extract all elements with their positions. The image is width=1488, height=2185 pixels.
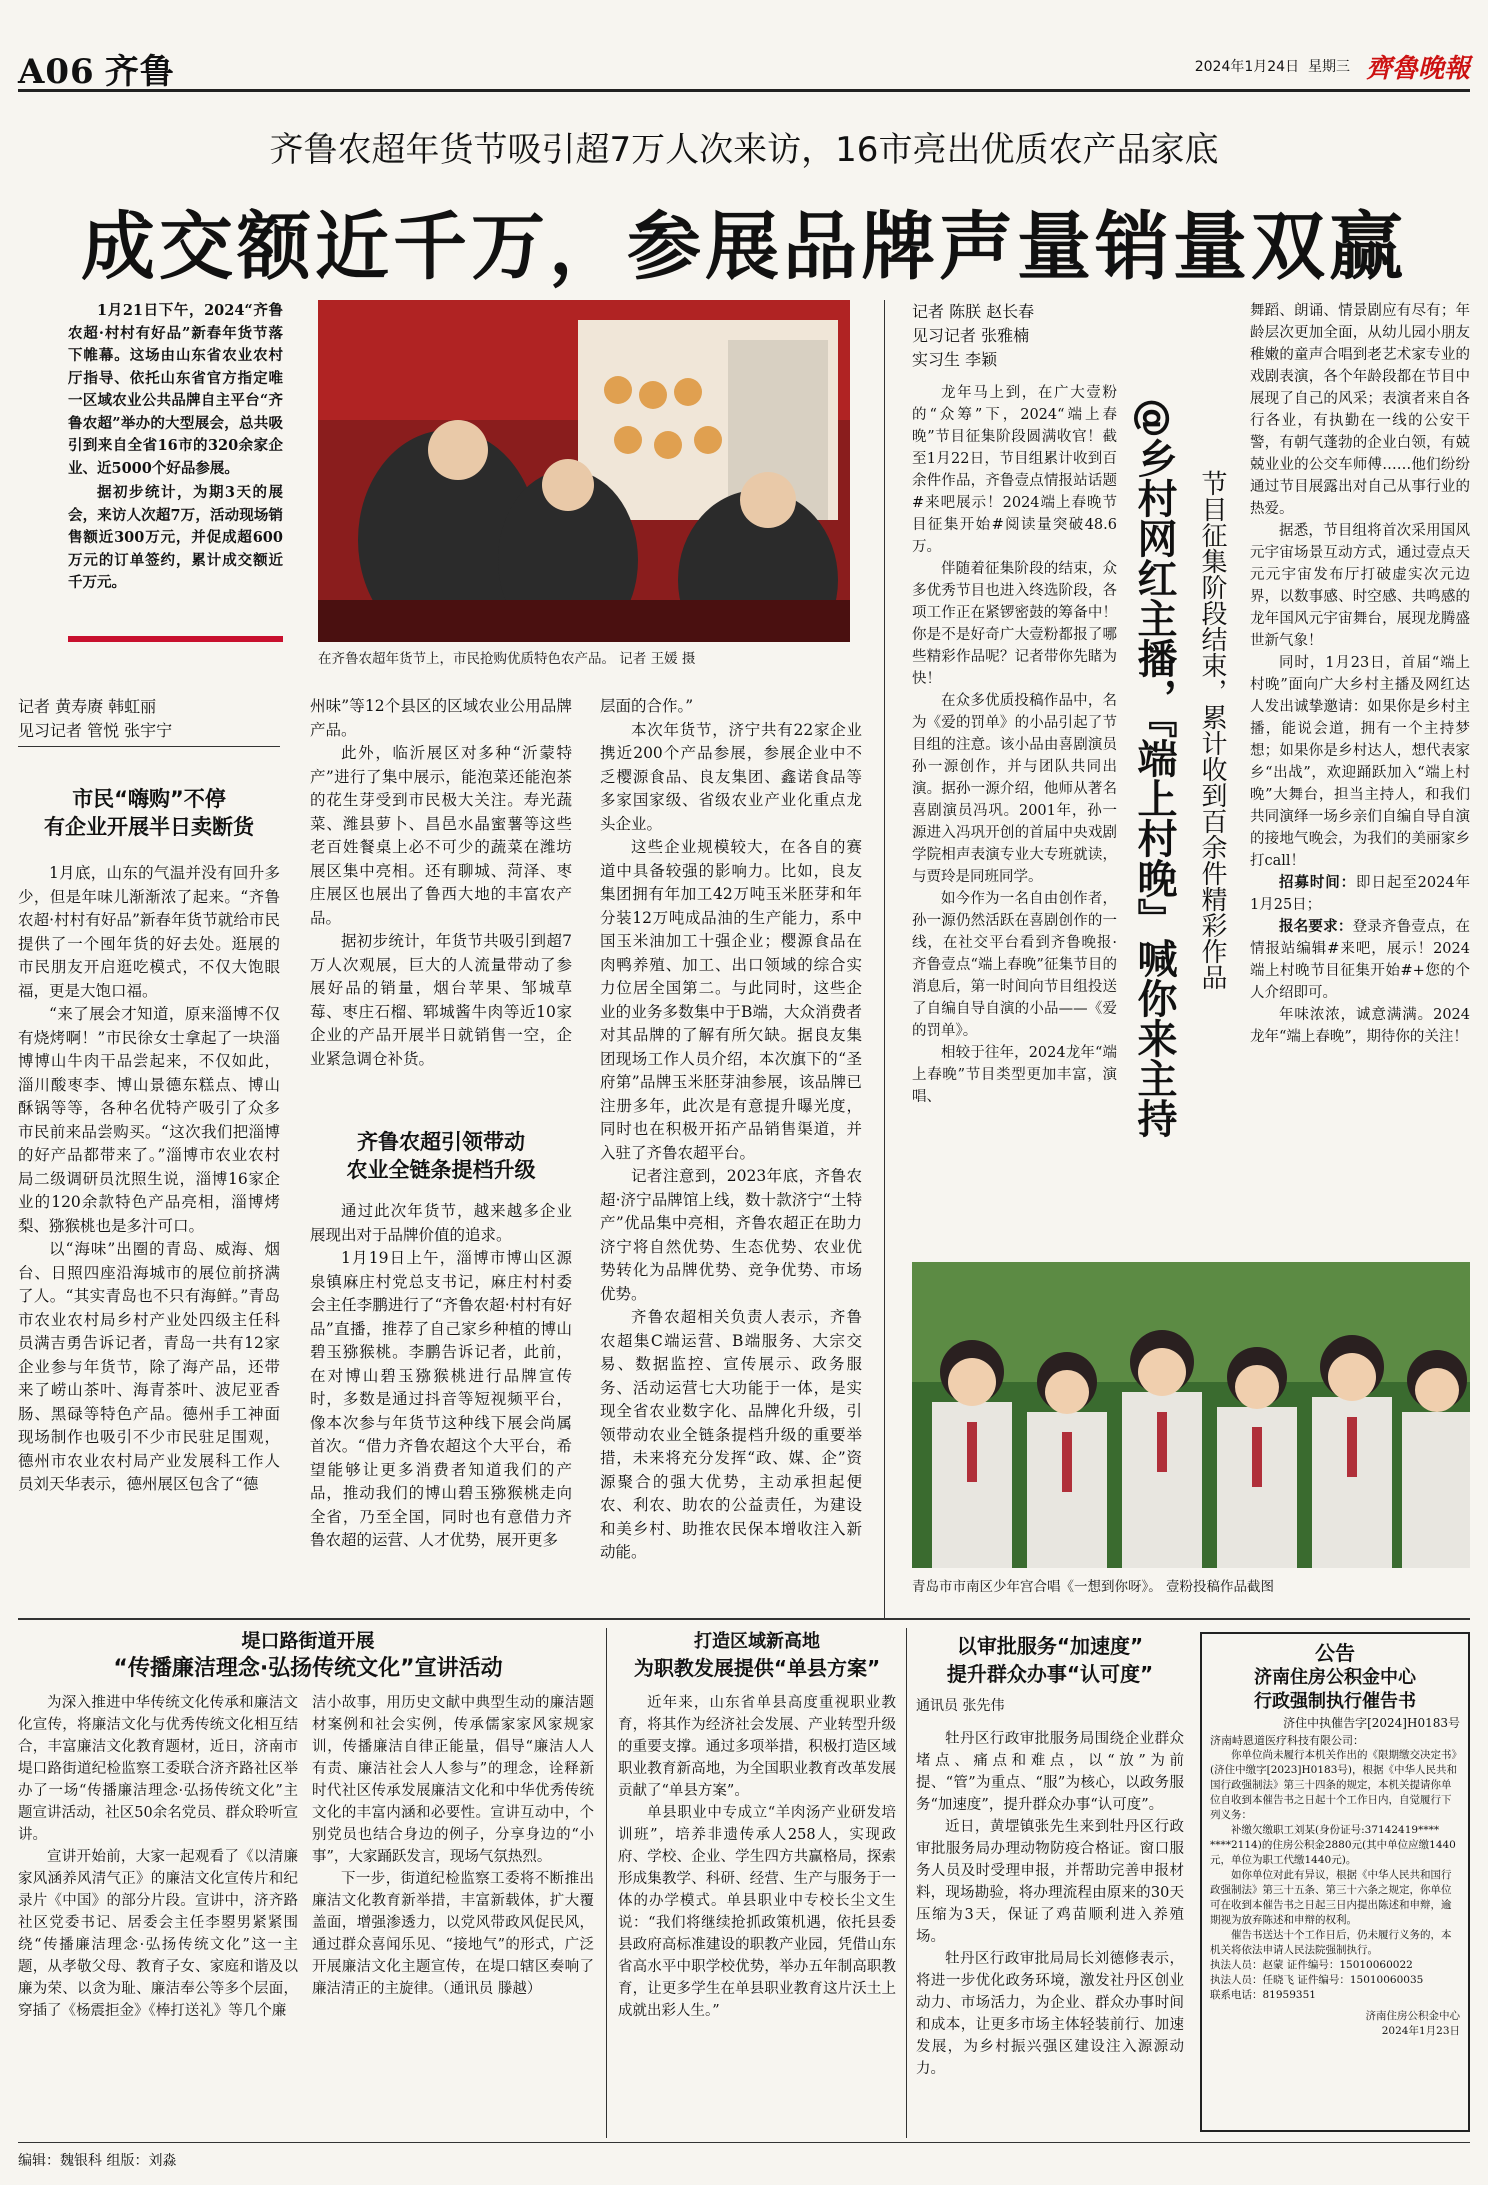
column-divider (606, 1628, 607, 2138)
column-divider (884, 300, 885, 1620)
article-column: 洁小故事，用历史文献中典型生动的廉洁题材案例和社会实例，传承儒家家风家规家训，传播廉洁自律正能量，倡导“廉洁人人有责、廉洁社会人人参与”的理念，诠释新时代社区传承发展廉洁文化和中华优秀传统文化的丰富内涵和必要性。宣讲互动中，个别党员也结合身边的例子，分享身边的“小事”，大家踊跃发言，现场气氛热烈。 下一步，街道纪检监察工委将不断推出廉洁文化教育新举措，丰富新载体，扩大覆盖面，增强渗透力，以党风带政风促民风，通过群众喜闻乐见、“接地气”的形式，广泛开展廉洁文化主题宣传，在堤口辖区奏响了廉洁清正的主旋律。（通讯员 滕越） (312, 1695, 594, 1997)
dateline: 2024年1月24日 星期三 (1194, 59, 1350, 75)
bottom-headline: 以审批服务“加速度” 提升群众办事“认可度” (946, 1634, 1154, 1686)
vertical-headline: @乡村网红主播，『端上村晚』喊你来主持 (1131, 398, 1177, 1138)
lead-paragraph: 1月21日下午，2024“齐鲁农超·村村有好品”新春年货节落下帷幕。这场由山东省农业农村厅指导、依托山东省官方指定唯一区域农业公共品牌自主平台“齐鲁农超”举办的大型展会，总共吸引到来自全省16市的320余家企业、近5000个好品参展。 (68, 302, 283, 477)
section-name: 齐鲁 (104, 52, 175, 92)
photo-caption: 青岛市市南区少年宫合唱《一想到你呀》。 壹粉投稿作品截图 (912, 1579, 1275, 1595)
article-column: 龙年马上到，在广大壹粉的“众筹”下，2024“端上春晚”节目征集阶段圆满收官！截至1月22日，节目组累计收到百余件作品，齐鲁壹点情报站话题#来吧展示！2024端上春晚节目征集开始#阅读量突破48.6万。 伴随着征集阶段的结束，众多优秀节目也进入终选阶段，各项工作正在紧锣密鼓的筹备中！你是不是好奇广大壹粉都报了哪些精彩作品呢？记者带你先睹为快！ 在众多优质投稿作品中，名为《爱的罚单》的小品引起了节目组的注意。该小品由喜剧演员孙一源创作，并与团队共同出演。据孙一源介绍，他师从著名喜剧演员冯巩。2001年，孙一源进入冯巩开创的首届中央戏剧学院相声表演专业大专班就读，与贾玲是同班同学。 如今作为一名自由创作者，孙一源仍然活跃在喜剧创作的一线，在社交平台看到齐鲁晚报·齐鲁壹点“端上春晚”征集节目的消息后，第一时间向节目组投送了自编自导自演的小品——《爱的罚单》。 相较于往年，2024龙年“端上春晚”节目类型更加丰富，演唱、 (912, 385, 1117, 1105)
bottom-headline: 堤口路街道开展 “传播廉洁理念·弘扬传统文化”宣讲活动 (113, 1630, 503, 1681)
subhead: 市民“嗨购”不停 有企业开展半日卖断货 (44, 787, 254, 839)
section-divider (18, 1618, 1470, 1620)
article-column: 为深入推进中华传统文化传承和廉洁文化宣传，将廉洁文化与优秀传统文化相互结合，丰富廉洁文化教育题材，近日，济南市堤口路街道纪检监察工委联合济齐路社区举办了一场“传播廉洁理念·弘扬传统文化”主题宣讲活动，社区50余名党员、群众聆听宣讲。 宣讲开始前，大家一起观看了《以清廉家风涵养风清气正》的廉洁文化宣传片和纪录片《中国》的部分片段。宣讲中，济齐路社区党委书记、居委会主任李曌男紧紧围绕“传播廉洁理念·弘扬传统文化”这一主题，从孝敬父母、教育子女、家庭和谐及以廉为荣、以贪为耻、廉洁奉公等多个层面，穿插了《杨震拒金》《棒打送礼》等几个廉 (18, 1695, 298, 2019)
article-column: 近年来，山东省单县高度重视职业教育，将其作为经济社会发展、产业转型升级的重要支撑。通过多项举措，积极打造区域职业教育新高地，为全国职业教育改革发展贡献了“单县方案”。 单县职业中专成立“羊肉汤产业研发培训班”，培养非遗传承人258人，实现政府、学校、企业、学生四方共赢格局，探索形成集教学、科研、经营、生产与服务于一体的办学模式。单县职业中专校长尘文生说：“我们将继续抢抓政策机遇，依托县委县政府高标准建设的职教产业园，凭借山东省高水平中职学校优势，举办五年制高职教育，让更多学生在单县职业教育这片沃土上成就出彩人生。” (618, 1695, 896, 2019)
byline: 记者 黄寿赓 韩虹丽 见习记者 管悦 张宇宁 (18, 697, 173, 740)
article-column: 牡丹区行政审批服务局围绕企业群众堵点、痛点和难点，以“放”为前提、“管”为重点、“服”为核心，以政务服务“加速度”，提升群众办事“认可度”。 近日，黄堽镇张先生来到牡丹区行政审批服务局办理动物防疫合格证。窗口服务人员及时受理申报，并帮助完善申报材料，现场勘验，将办理流程由原来的30天压缩为3天，保证了鸡苗顺利进入养殖场。 牡丹区行政审批局局长刘德修表示，将进一步优化政务环境，激发社丹区创业动力、市场活力，为企业、群众办事时间和成本，让更多市场主体轻装前行、加速发展，为乡村振兴强区建设注入源源动力。 (916, 1731, 1184, 2077)
lead-paragraph: 据初步统计，为期3天的展会，来访人次超7万，活动现场销售额近300万元，并促成超600万元的订单签约，累计成交额近千万元。 (68, 484, 283, 591)
lead-paragraphs (68, 300, 283, 597)
accent-rule (68, 636, 283, 642)
divider (18, 746, 280, 747)
headline: 成交额近千万，参展品牌声量销量双赢 (81, 204, 1407, 290)
byline: 通讯员 张先伟 (916, 1698, 1005, 1714)
market-photo (318, 300, 850, 642)
column-divider (906, 1628, 907, 2138)
byline: 记者 陈朕 赵长春 见习记者 张雅楠 实习生 李颖 (912, 302, 1035, 369)
kicker: 齐鲁农超年货节吸引超7万人次来访，16市亮出优质农产品家底 (269, 130, 1219, 170)
choir-photo (912, 1262, 1470, 1568)
article-column: 州味”等12个县区的区域农业公用品牌产品。 此外，临沂展区对多种“沂蒙特产”进行了集中展示，能泡菜还能泡茶的花生芽受到市民极大关注。寿光蔬菜、潍县萝卜、昌邑水晶蜜薯等这些老百姓餐桌上必不可少的蔬菜在潍坊展区集中亮相。还有聊城、菏泽、枣庄展区也展出了鲁西大地的丰富农产品。 据初步统计，年货节共吸引到超7万人次观展，巨大的人流量带动了参展好品的销量，烟台苹果、邹城草莓、枣庄石榴、郓城酱牛肉等近10家企业的产品开展半日就销售一空，企业紧急调仓补货。 (310, 697, 572, 1068)
bottom-headline: 打造区域新高地 为职教发展提供“单县方案” (633, 1631, 881, 1680)
article-column: 舞蹈、朗诵、情景剧应有尽有；年龄层次更加全面，从幼儿园小朋友稚嫩的童声合唱到老艺术家专业的戏剧表演，各个年龄段都在节目中展现了自己的风采；表演者来自各行各业，有执勤在一线的公安干警，有朝气蓬勃的企业白领，有兢兢业业的公交车师傅……他们纷纷通过节目展露出对自己从事行业的热爱。 据悉，节目组将首次采用国风元宇宙场景互动方式，通过壹点天元元宇宙发布厅打破虚实次元边界，以数事感、时空感、共鸣感的龙年国风元宇宙舞台，展现龙腾盛世新气象！ 同时，1月23日，首届“端上村晚”面向广大乡村主播及网红达人发出诚挚邀请：如果你是乡村主播，能说会道，拥有一个主持梦想；如果你是乡村达人，想代表家乡“出战”，欢迎踊跃加入“端上村晚”大舞台，担当主持人，和我们共同演绎一场乡亲们自编自导自演的接地气晚会，为我们的美丽家乡打call！ 招募时间：即日起至2024年1月25日； 报名要求：登录齐鲁壹点，在情报站编辑#来吧，展示！2024端上村晚节目征集开始#+您的个人介绍即可。 年味浓浓，诚意满满。2024龙年“端上春晚”，期待你的关注！ (1250, 303, 1470, 1045)
vertical-subheadline: 节目征集阶段结束，累计收到百余件精彩作品 (1197, 470, 1227, 990)
footer-rule (18, 2142, 1470, 2143)
photo-caption: 在齐鲁农超年货节上，市民抢购优质特色农产品。 记者 王媛 摄 (318, 651, 696, 667)
legal-notice: 公告 济南住房公积金中心 行政强制执行催告书 济住中执催告字[2024]H0183号 济南峙恩道医疗科技有限公司： 你单位尚未履行本机关作出的《限期缴交决定书》(济住中缴字[2023]H0183号)，根据《中华人民共和国行政强制法》第三十四条的规定，本机关提请你单位自收到本催告书之日起十个工作日内，自觉履行下列义务： 补缴欠缴职工刘某(身份证号:37142419**** ****2114)的住房公积金2880元(其中单位应缴1440元，单位为职工代缴1440元)。 如你单位对此有异议，根据《中华人民共和国行政强制法》第三十五条、第三十六条之规定，你单位可在收到本催告书之日起三日内提出陈述和申辩，逾期视为放弃陈述和申辩的权利。 催告书送达十个工作日后，仍未履行义务的，本机关将依法申请人民法院强制执行。 执法人员：赵蒙 证件编号：15010060022 执法人员：任晓飞 证件编号：15010060035 联系电话：81959351 济南住房公积金中心 2024年1月23日 (1200, 1632, 1470, 2132)
article-column: 层面的合作。” 本次年货节，济宁共有22家企业携近200个产品参展，参展企业中不乏樱源食品、良友集团、鑫诺食品等多家国家级、省级农业产业化重点龙头企业。 这些企业规模较大，在各自的赛道中具备较强的影响力。比如，良友集团拥有年加工42万吨玉米胚芽和年分装12万吨成品油的生产能力，系中国玉米油加工十强企业；樱源食品在肉鸭养殖、加工、出口领域的综合实力位居全国第二。与此同时，这些企业的业务多数集中于B端，大众消费者对其品牌的了解有所欠缺。据良友集团现场工作人员介绍，本次旗下的“圣府第”品牌玉米胚芽油参展，该品牌已注册多年，此次是有意提升曝光度，同时也在积极开拓产品销售渠道，并入驻了齐鲁农超平台。 记者注意到，2023年底，齐鲁农超·济宁品牌馆上线，数十款济宁“土特产”优品集中亮相，齐鲁农超正在助力济宁将自然优势、生态优势、农业优势转化为品牌优势、竞争优势、市场优势。 齐鲁农超相关负责人表示，齐鲁农超集C端运营、B端服务、大宗交易、数据监控、宣传展示、政务服务、活动运营七大功能于一体，是实现全省农业数字化、品牌化升级，引领带动农业全链条提档升级的重要举措，未来将充分发挥“政、媒、企”资源聚合的强大优势，主动承担起便农、利农、助农的公益责任，为建设和美乡村、助推农民保本增收注入新动能。 (600, 697, 862, 1561)
paper-logo: 齊魯晚報 (1365, 54, 1470, 84)
page-number: A06 齐鲁 (18, 52, 175, 92)
article-column: 1月底，山东的气温并没有回升多少，但是年味儿渐渐浓了起来。“齐鲁农超·村村有好品”新春年货节就给市民提供了一个囤年货的好去处。逛展的市民朋友开启逛吃模式，不仅大饱眼福，更是大饱口福。 “来了展会才知道，原来淄博不仅有烧烤啊！”市民徐女士拿起了一块淄博博山牛肉干品尝起来，不仅如此，淄川酸枣李、博山景德东糕点、博山酥锅等等，各种名优特产吸引了众多市民前来品尝购买。“这次我们把淄博的好产品都带来了。”淄博市农业农村局二级调研员沈照生说，淄博16家企业的120余款特色产品亮相，淄博烤梨、猕猴桃也是多汁可口。 以“海味”出圈的青岛、威海、烟台、日照四座沿海城市的展位前挤满了人。“其实青岛也不只有海鲜。”青岛市农业农村局乡村产业处四级主任科员满吉勇告诉记者，青岛一共有12家企业参与年货节，除了海产品，还带来了崂山茶叶、海青茶叶、波尼亚香肠、黑碌等特色产品。德州手工神面现场制作也吸引不少市民驻足围观，德州市农业农村局产业发展科工作人员刘天华表示，德州展区包含了“德 (18, 864, 280, 1493)
masthead (18, 40, 1470, 92)
subhead: 齐鲁农超引领带动 农业全链条提档升级 (346, 1130, 536, 1182)
footer-credits: 编辑：魏银科 组版：刘淼 (18, 2153, 177, 2169)
article-column: 通过此次年货节，越来越多企业展现出对于品牌价值的追求。 1月19日上午，淄博市博山区源泉镇麻庄村党总支书记，麻庄村村委会主任李鹏进行了“齐鲁农超·村村有好品”直播，推荐了自己家乡种植的博山碧玉猕猴桃。李鹏告诉记者，此前，在对博山碧玉猕猴桃进行品牌宣传时，多数是通过抖音等短视频平台，像本次参与年货节这种线下展会尚属首次。“借力齐鲁农超这个大平台，希望能够让更多消费者知道我们的产品，推动我们的博山碧玉猕猴桃走向全省，乃至全国，同时也有意借力齐鲁农超的运营、人才优势，展开更多 (310, 1202, 572, 1549)
